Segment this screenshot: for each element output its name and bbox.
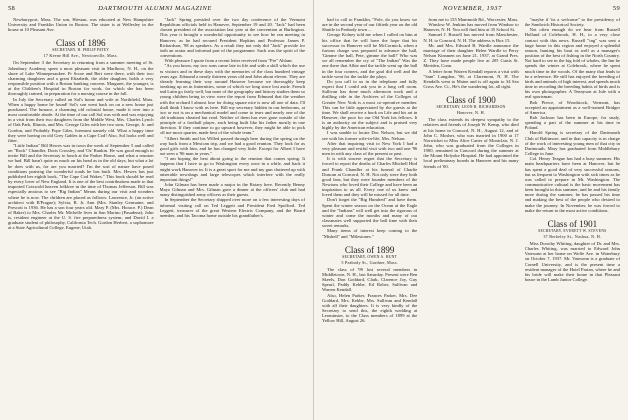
class-section-heading — [423, 95, 518, 115]
paragraph: "As you know, my two sons came late in life and with a skill which the use as visitors and in these days with the memories of the class hundred vintage years ago. Edmund a nearly thirteen years old and John about eleven. They are already learning their way around Hanover because we thoroughly keep breaking up on in fraternities, some of which we long since lost aside. French and Latin go fairly well, but none of the geography and history studies them so young children being in view were the report from Edmund that the weather with the orchard I almost lose for doing square nice is now all one of data. I'll shall think I know with us here. Bill my secretary hidden in our bedrooms, at two or not is on a mechanical model and come to tears and nearly one of the old traditions cheated but read. Neither of them has ever gone outside of the principle of a football player, each being built like his father mostly in one direction. If they continue to go upward however, they might be able to pick off me moor quarter, made best of the whole team." — [159, 63, 305, 136]
section-title: Class of 1896 — [56, 38, 106, 49]
paragraph: "Jack" Spring presided over the two day conference of the Vermont Republican officials held in Hanover, September 19 and 20. "Jack" had been chosen president of the association last year at the convention at Burlington. This year it brought a wonderful opportunity to see how he ran meeting in Hanover, as he had secured President Hopkins and Professor James P. Richardson, '98 as speakers. As a result they not only did "Jack" provide for both an orator and informal part of the programme. Such was the spirit of the conventions. — [159, 17, 305, 59]
paragraph: After that inquiring visit to New York I had a very pleasant and restful visit with two and one '96 men in with any class of the present or past. — [322, 140, 418, 157]
paragraph: from me to 155 Mammoth Rd., Worcester, Mass. — [428, 17, 519, 22]
text-column — [160, 17, 306, 415]
section-secretary: SECRETARY, LEON B. RICHARDSON — [436, 105, 506, 110]
page-number: 58 — [8, 5, 16, 12]
paragraph: "Albert Smith and his Willed passed through here during the spring on the way back from a Mexican trip, and we had a good reunion. They look for as good girls with him, and he has changed very little. Except for Albert I have not seen a '96 man in years." — [159, 135, 305, 157]
paragraph: Do you call to us in the telephone and fully expect that I could ask you in a long cell room. Sullivan has done much afternoon work and a thrilling ride in the Archives of the Colleges of Greater New York is a most co-operative member. This can be little appreciated by the guests at the time. We shall receive a book on Life and his art in Hanover, the poor for our Old York his fellows. It is an authority on the subject and is praised very highly by the American education. — [322, 78, 418, 131]
running-title: DARTMOUTH ALUMNI MAGAZINE — [98, 5, 212, 12]
section-address: 37 Berkeley St., Nashua, N. H. — [543, 233, 602, 239]
paragraph: I was unable to locate Doc Nelson, but we did see with his former wife-in-life, Mrs. Nelson. — [322, 130, 418, 141]
page-header — [8, 5, 305, 15]
paragraph: Samuel J. Russell has moved from Manchester, N. H. to Concord, N. H. The address is Box 15. — [423, 32, 519, 43]
paragraph: Winslow W. Jenkins has moved from Windsor to Hanover, N. H. You will find him at 35 School St. — [423, 22, 519, 33]
page-number: 59 — [612, 5, 620, 12]
section-title: Class of 1900 — [446, 95, 496, 106]
section-address: 17 Keene Hill Ave., Newtonville, Mass. — [43, 53, 118, 59]
paragraph: Harold Spring is secretary of the Dartmouth Club of Baltimore, and in that capacity is in charge of the work of interesting young men of that city in Dartmouth. Mary has graduated from Middlebury College in June. — [524, 130, 620, 157]
class-section-heading — [8, 38, 154, 58]
text-column — [525, 17, 620, 415]
paragraph: had to call to Franklin, "Pole, do you know we are in the second year of our fiftieth year on the old Shuttle in Peabody town ... — [322, 17, 418, 33]
section-title: Class of 1901 — [547, 218, 598, 229]
paragraph: Not often enough do we hear from Russell Holland of Colebrook, H. H., to a very close contact with this news. Russell "ing" was sent a large house in this region and enjoyed a splendid season, hunting his boat as well as a manager's position of the best of fishing in the North Country. Not hard to see in the big fold of whales, the Inn he spends the winter at Colebrook, where he spent much time in the woods. Of the many that leads to be a reference. He still has enjoyed the breeding of birds and animals of high interest, and spends much time in recording the breeding habits of birds and is his own photographer. A Tennyson at Jule with a real sportsman. — [524, 27, 620, 100]
paragraph: Bob Jackson has been in Europe, for study, spending a part of the summer at his time in Poland. — [524, 114, 620, 131]
paragraph: The class extends its deepest sympathy to the relatives and friends of Joseph W. Kemp, who died at his home in Concord, N. H., August 12, and of John C. Mosher, who was married in 1900 at 17 Norwicket to Miss Alice Carter of Montclair, N. J. John, who was graduated from the Colleges in 1900, remained in Concord during the summer at the Mount Holyoke Hospital. He had appointed the local preliminary boards in Hanover and his many friends of '00. — [423, 117, 519, 169]
text-column — [322, 17, 417, 415]
paragraph: Newburyport, Mass. The son, Hiestan, was educated at New Hampshire University and Franklin Union in Boston. The sister is at Wellesley in the house at 10 Pleasant Ave. — [8, 17, 154, 33]
paragraph: John Gilman has been made a major in the Rotary here. Recently Benny Mayo Gilman and Mrs. Gilman gave a dinner at the officers' club and had many distinguished army officers as their guests. — [159, 182, 305, 198]
paragraph: "maybe if 'tis a welcome" to the presidency of the Sandwich Historical Society. — [524, 17, 620, 28]
class-section-heading — [525, 219, 620, 239]
paragraph: Miss Dorothy Whiting, daughter of Dr. and Mrs. Charles Whiting, was married to Edward John Vatesonn at her home on Wolfe Ave. in Waterbury on October 7, 1937. Mr. Vatesonn is a graduate of Cornell University, and is the present time a resident manager of the Hotel Parian, where he and his bride will make their home in that Pleasant house in the Lamb Junior College. — [524, 240, 620, 283]
section-secretary: SECRETARY, OWEN A. HUNT — [342, 254, 398, 259]
paragraph: Col. Henry Teague has had a busy summer. His main headquarters have been at Hanover, but he has spent a good deal of very successful seasons, but as frequent to Washington with sick times as he was called to prepare in Mt. Washington. The communicative cultural is the basic movement has been brought in this summer, and he and his family more during the summer, he has passed his time and making the best of the people who desired to make the journey. In November, he was forced to make the return to the most active conditions. — [524, 156, 620, 213]
class-section-heading — [322, 245, 417, 265]
section-address: Hanover, N. H. — [456, 110, 486, 116]
section-secretary: SECRETARY, EVERETT W. STEVENS — [538, 228, 607, 233]
section-address: 5 Peabody St., Gardner, Mass. — [341, 259, 398, 265]
running-title: NOVEMBER, 1937 — [442, 5, 502, 12]
paragraph: "Little Indian" Bill Hewes was in town the week of September 5 and called on "Rock" Chandler, Doris Crossley, and 'Oz' Rankin. He was good enough to invite Bill and the Secretary to lunch at the Parker House, and what a reunion we had. Bill hasn't quite as much on his head as in the old days, but what a lot he does with us, for are you married? I'm the sort of nature have posed conditions praising the wonderful roads he has built. Mrs. Hewes has just published her eighth book, "The Cape Cod Wakes." This book should be read by every lover of New England. It is one of the best contributions made to that imported Cotswold heaven folklore in the time of Thomas Jefferson. Bill was especially anxious to see "Big Indian" Means during our visit and wonders where he is now. The children are placed as follows: Lawrence, Jr. (an active architect with B'Prague); Sylvia, R. Jr. Ann (Mrs. Stanley Germaine, and Prescott is 1936. He has a son four years old. Mary P. (Mrs. Horace. P.) Dean of Baker) to Mrs. Charles Mr. Michelle lives in San Marino (Pasadena); John is, resident engineer at the U. S. fire preparedness system; and David I. a graduate student of philosophy, California Tech. Gordon Herbert, a sophomore at a State Agricultural College. Eugene, Utah. — [8, 142, 154, 231]
text-column — [423, 17, 518, 415]
right-page — [314, 0, 628, 420]
paragraph: George Kolney told me when I called on him at his office that he will have the hope that his successor in Hanover will be McCormick, when a furious charge was prepared to advance the hall, 'Gimme the ball, Pete, gimme the ball!' Who was we all remember the cry of "The Indian" Was the one there that Albie and the tackle went up the ball in the four corners, and the goal did well and the tackle went for the tackle the plays. — [322, 32, 418, 79]
paragraph: A letter from Warren Kendall reports a visit with "Sam" Langdon, '96, at Claremont, N. H. The Kendalls went to Maine and is off again to 34 Sea Cross Ave. Ct., He's the wandering lot, all right. — [423, 68, 519, 90]
paragraph: With pleasure I quote from a recent letter received from "Pre" Ahlam: — [164, 58, 293, 64]
paragraph: Don't forget the "Big Hundred" and have them. Spent the winter season on the Ocean at the Eagle and the "Indians" will well get into the rigorous of winter and come the months and many of our classmates well supported the ball time with their sweet remarks. — [322, 197, 418, 229]
page-header — [322, 5, 620, 15]
paragraph: It is with sincere regret that the Secretary is forced to report the deaths of Charles Mitchell Hird and Frank Chandler at his funeral of Charlie Duncan at Concord, N. H. Not only were they both good fans, but they were founder members of the Newtons who loved their College and have been an inspiration to us all. Every one of us knew and loved them and they will be missed for all time. — [322, 156, 418, 198]
paragraph: "I am hoping the best about going to the reunion that comes spring. It happens that I have to go to Washington every once in a while, and back it might work Hanover in. It is a great sport for me and my gun cluttered up with miserable newsbags and large telescopes which interfere with the really important things!" — [159, 156, 305, 182]
text-column — [8, 17, 154, 415]
paragraph: Bob Pierce, of Woodstock, Vermont, has accepted an appointment as a well-trained Bridger of America. — [524, 99, 620, 115]
section-secretary: SECRETARY, H. PHILIP PATEY — [52, 48, 110, 53]
paragraph: In September the Secretary shipped over more on a few interesting days of informal visiting call on Ted Leggett and President Fred Spofford. Ted Leggett, treasurer of the great Western Electric Company, and the Board member, and his Tacoma home outside his grandfather's. — [159, 197, 305, 218]
paragraph: Also, Helen Parker, Frances Parker, Mrs. Dee Goddard, Mrs. Kebbe, Mrs. Sullivan and Kendall with all their daughters. It is very kindly of the Secretary to send this, the eighth wedding at Leominster, to the Class members of 1899 at the Yellow Hill, August 26. — [322, 292, 418, 324]
paragraph: The class of '99 lost several members in Middletown, N. H., last Saturday. Present were Ben Skeels, Don Goddard, Clark, Clarence Joy, Guy Spearl, Paddy Kebbe, Ed Rober, Sullivan and Warren Kendall. — [322, 266, 418, 293]
paragraph: In July the Secretary called on Sol's home and wife at Northfield, Mass. When a happy home he found! Sol's son went back on on a new home just purchased. The furnace, a charming old colonial house, made it over into a most comfortable abode. At the time of our call Sol was with and was enjoying in a visit from their two daughters from the Middle West, Mrs. Charles Lynch of Oak Park, Illinois, and Mrs. George Giles with her two sons, George, Jr. and Gordon, and Probably Pope Giles, foremost namely old. What a happy time they were having on old Grey Gables in a Cape Cod! Also, Sol looks well and fitter. — [8, 96, 154, 143]
paragraph: On September 3 the Secretary in returning from a summer meeting of St. Johnsbury Academy spent a most pleasant visit in Marlboro, N. H., on the shore of Lake Winnepesaukee. Fr Score and Bert were there, with their two charming daughters and a great Elizabeth, the older daughter, holds a very responsible position with a Boston banking concern. Margaret, the younger, is at the Children's Hospital in Boston for work, for which she has been thoroughly trained, in preparation for a nursing course in the fall. — [8, 60, 154, 97]
section-title: Class of 1899 — [344, 244, 395, 255]
paragraph: Many items of interest keep coming to the "Mishell" and "Milestones." — [322, 228, 418, 239]
paragraph: Mr. and Mrs. Edward B. Wardle announce the marriage of their daughter Helen Wardle to Perry Nelson Kinsmen on June 21, 1937, at Grand Pres. Z. They have made people live at 205 Curtis St. Meriden, Conn. — [423, 42, 519, 69]
